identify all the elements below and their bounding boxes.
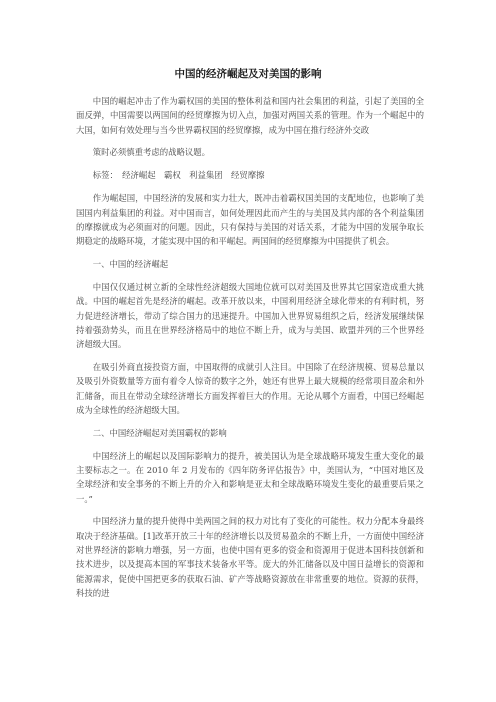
paragraph: 中国仅仅通过树立新的全球性经济超级大国地位就可以对美国及世界其它国家造成重大挑战。中国的崛起首先是经济的崛起。改革开放以来，中国利用经济全球化带来的有利时机，努力促进经济增长，带动了综合国力的迅速提升。中国加入世界贸易组织之后，经济发展继续保持着强劲势头，而且在世界经济格局中的地位不断上升，成为与美国、欧盟并列的三个世界经济超级大国。: [76, 281, 424, 350]
document-title: 中国的经济崛起及对美国的影响: [174, 68, 322, 80]
document-body: [76, 94, 424, 609]
paragraph: 作为崛起国，中国经济的发展和实力壮大，既冲击着霸权国美国的支配地位，也影响了美国国内利益集团的利益。对中国而言，如何处理因此而产生的与美国及其内部的各个利益集团的摩擦就成为必须面对的问题。因此，只有保持与美国的对话关系，才能为中国的发展争取长期稳定的战略环境，才能实现中国的和平崛起。两国间的经贸摩擦为中国提供了机会。: [76, 193, 424, 247]
paragraph: 中国经济力量的提升使得中美两国之间的权力对比有了变化的可能性。权力分配本身最终取决于经济基础。[1]改革开放三十年的经济增长以及贸易盈余的不断上升，一方面使中国经济对世界经济的影响力增强，另一方面，也使中国有更多的资金和资源用于促进本国科技创新和技术进步，以及提高本国的军事技术装备水平等。庞大的外汇储备以及中国日益增长的资源和能源需求，促使中国把更多的获取石油、矿产等战略资源放在非常重要的地位。资源的获得，科技的进: [76, 516, 424, 598]
section-heading: 二、中国经济崛起对美国霸权的影响: [92, 427, 227, 438]
paragraph: 策时必须慎重考虑的战略议题。: [92, 147, 211, 158]
paragraph: 中国经济上的崛起以及国际影响力的提升，被美国认为是全球战略环境发生重大变化的最主要标志之一。在 2010 年 2 月发布的《四年防务评估报告》中，美国认为，“中国对地区及全球经济和安全事务的不断上升的介入和影响是亚太和全球战略环境发生变化的最重要后果之一。”: [76, 450, 424, 504]
paragraph: 中国的崛起冲击了作为霸权国的美国的整体利益和国内社会集团的利益，引起了美国的全面反弹，中国需要以两国间的经贸摩擦为切入点，加强对两国关系的管理。作为一个崛起中的大国，如何有效处理与当今世界霸权国的经贸摩擦，成为中国在推行经济外交政: [76, 96, 424, 135]
paragraph: 在吸引外商直接投资方面，中国取得的成就引人注目。中国除了在经济规模、贸易总量以及吸引外资数量等方面有着令人惊奇的数字之外，她还有世界上最大规模的经常项目盈余和外汇储备，而且在带动全球经济增长方面发挥着巨大的作用。无论从哪个方面看，中国已经崛起成为全球性的经济超级大国。: [76, 362, 424, 415]
section-heading: 一、中国的经济崛起: [92, 259, 169, 270]
keywords-line: 标签： 经济崛起 霸权 利益集团 经贸摩擦: [92, 170, 265, 181]
